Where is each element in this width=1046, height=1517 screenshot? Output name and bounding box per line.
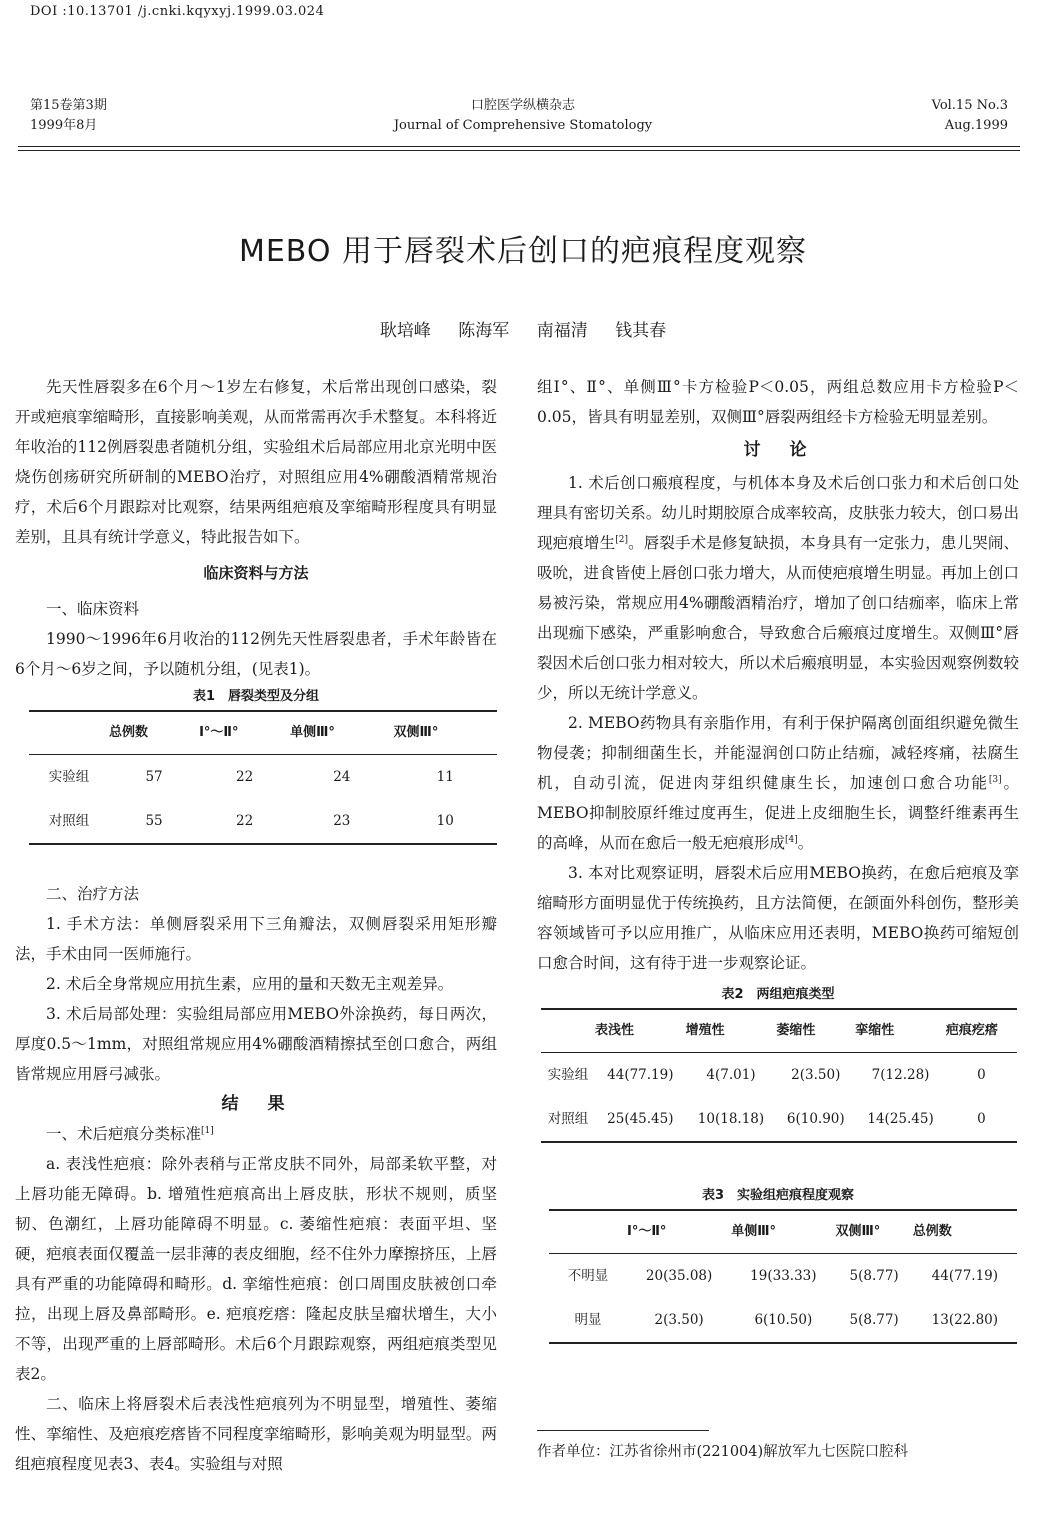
spacer: [537, 1143, 1019, 1183]
article-title: MEBO 用于唇裂术后创口的疤痕程度观察: [238, 234, 808, 269]
table-header-cell: 总例数: [913, 1210, 1017, 1254]
table-cell: 5(8.77): [849, 1268, 899, 1284]
footnote-rule: [537, 1430, 709, 1431]
clinical-data-paragraph: 1990～1996年6月收治的112例先天性唇裂患者，手术年龄皆在6个月～6岁之间，予以随机分组，(见表1)。: [15, 630, 497, 678]
discussion-paragraph-2: [537, 708, 1019, 858]
table-cell: 不明显: [567, 1268, 609, 1284]
date-en: Aug.1999: [944, 118, 1008, 133]
table-cell: 20(35.08): [645, 1268, 713, 1284]
table-header-cell: 总例数: [109, 711, 199, 755]
table-cell: 44(77.19): [931, 1268, 999, 1284]
table-cell: 19(33.33): [750, 1268, 817, 1284]
table-row: [29, 755, 497, 800]
section-heading-discussion: 讨 论: [743, 440, 813, 460]
table-header-row: [541, 1009, 1017, 1053]
text-run: 。MEBO抑制胶原纤维过度再生，促进上皮细胞生长，调整纤维素再生的高峰，从而在愈后一般无疤痕形成: [537, 774, 1019, 852]
date-cn: 1999年8月: [30, 118, 98, 133]
treatment-paragraph-3: 3. 术后局部处理：实验组局部应用MEBO外涂换药，每日两次，厚度0.5～1mm，对照组常规应用4%硼酸酒精擦拭至创口愈合，两组皆常规应用唇弓减张。: [15, 1005, 497, 1083]
table-cell: 6(10.50): [731, 1298, 835, 1343]
intro-paragraph: 先天性唇裂多在6个月～1岁左右修复，术后常出现创口感染，裂开或疤痕挛缩畸形，直接影响美观，从而常需再次手术整复。本科将近年收治的112例唇裂患者随机分组，实验组术后局部应用北京光明中医烧伤创疡研究所研制的MEBO治疗，对照组应用4%硼酸酒精常规治疗，术后6个月跟踪对比观察，结果两组疤痕及挛缩畸形程度具有明显差别，且具有统计学意义，特此报告如下。: [15, 378, 497, 546]
table-cell: 对照组: [29, 799, 109, 844]
table-cell: 13(22.80): [913, 1298, 1017, 1343]
table-cell: 明显: [549, 1298, 627, 1343]
table-cell: 22: [199, 799, 290, 844]
table-row: [29, 799, 497, 844]
table-cell: 57: [145, 769, 163, 785]
vol-number: Vol.15 No.3: [931, 98, 1008, 113]
discussion-paragraph-3: 3. 本对比观察证明，唇裂术后应用MEBO换药，在愈后疤痕及挛缩畸形方面明显优于传统换药，且方法简便，在颌面外科创伤，整形美容领域皆可予以应用推广，从临床应用还表明，MEBO换药可缩短创口愈合时间，这有待于进一步观察论证。: [537, 864, 1019, 972]
doi: DOI :10.13701 /j.cnki.kqyxyj.1999.03.024: [30, 4, 325, 19]
text-run: 1. 术后创口瘢痕程度，与机体本身及术后创口张力和术后创口处理具有密切关系。幼儿时期胶原合成率较高，皮肤张力较大，创口易出现疤痕增生: [537, 474, 1019, 552]
subheading-clinical-data: 一、临床资料: [46, 600, 140, 618]
subheading-treatment: 二、治疗方法: [46, 885, 140, 903]
table-cell: 11: [436, 769, 454, 785]
table-row: [549, 1254, 1017, 1299]
journal-en: Journal of Comprehensive Stomatology: [393, 118, 653, 133]
table2: [541, 1008, 1017, 1143]
subheading-classification-text: 一、术后疤痕分类标准: [46, 1125, 202, 1143]
issue-info-en: [932, 96, 1008, 136]
table-cell: 55: [109, 799, 199, 844]
classification-paragraph: a. 表浅性疤痕：除外表稍与正常皮肤不同外，局部柔软平整，对上唇功能无障碍。b. 增殖性疤痕高出上唇皮肤，形状不规则，质坚韧、色潮红，上唇功能障碍不明显。c. 萎缩性疤痕：表面平坦、坚硬，疤痕表面仅覆盖一层非薄的表皮细胞，经不住外力摩擦挤压，上唇具有严重的功能障碍和畸形。d. 挛缩性疤痕：创口周围皮肤被创口牵拉，出现上唇及鼻部畸形。e. 疤痕疙瘩：隆起皮肤呈瘤状增生，大小不等，出现严重的上唇部畸形。术后6个月跟踪观察，两组疤痕类型见表2。: [15, 1155, 497, 1383]
table-header-cell: 挛缩性: [855, 1009, 946, 1053]
table-header-row: [29, 711, 497, 755]
table-cell: 0: [946, 1097, 1017, 1142]
second-results-paragraph: 二、临床上将唇裂术后表浅性疤痕列为不明显型，增殖性、萎缩性、挛缩性、及疤痕疙瘩皆不同程度挛缩畸形，影响美观为明显型。两组疤痕程度见表3、表4。实验组与对照: [15, 1395, 497, 1473]
table1-caption: 表1 唇裂类型及分组: [192, 689, 320, 704]
citation: [1]: [201, 1125, 214, 1136]
citation: [3]: [988, 774, 1002, 785]
journal-name: [0, 96, 1046, 136]
author-affiliation-footnote: 作者单位：江苏省徐州市(221004)解放军九七医院口腔科: [537, 1444, 909, 1460]
right-column: [537, 372, 1019, 1344]
table3: [549, 1209, 1017, 1344]
table-cell: 10(18.18): [686, 1097, 777, 1142]
section-heading-methods: 临床资料与方法: [203, 564, 309, 582]
discussion-paragraph-1: [537, 468, 1019, 708]
issue-cn: 第15卷第3期: [30, 98, 107, 113]
table-cell: 对照组: [541, 1097, 595, 1142]
header-rule: [18, 146, 1020, 147]
journal-cn: 口腔医学纵横杂志: [470, 98, 575, 113]
table-cell: 实验组: [547, 1067, 589, 1083]
table-cell: 10: [394, 799, 497, 844]
authors: 耿培峰 陈海军 南福清 钱其春: [379, 321, 667, 341]
treatment-paragraph-2: 2. 术后全身常规应用抗生素，应用的量和天数无主观差异。: [46, 975, 454, 993]
table-cell: 0: [977, 1067, 986, 1083]
text-run: 2. MEBO药物具有亲脂作用，有利于保护隔离创面组织避免微生物侵袭；抑制细菌生长，并能湿润创口防止结痂，减轻疼痛，祛腐生机，自动引流，促进肉芽组织健康生长，加速创口愈合功能: [537, 714, 1019, 792]
table-cell: 22: [236, 769, 254, 785]
table-row: [541, 1053, 1017, 1098]
table-cell: 25(45.45): [595, 1097, 686, 1142]
text-run: 。: [797, 834, 814, 852]
table-cell: 14(25.45): [855, 1097, 946, 1142]
table-cell: 实验组: [48, 769, 90, 785]
table-cell: 23: [290, 799, 393, 844]
table-header-cell: 疤痕疙瘩: [946, 1009, 1017, 1053]
section-heading-results: 结 果: [221, 1094, 291, 1114]
table-header-cell: 萎缩性: [776, 1009, 855, 1053]
table-header-cell: 表浅性: [595, 1009, 686, 1053]
subheading-classification: [15, 1119, 497, 1149]
left-column: [15, 372, 497, 1479]
treatment-paragraph-1: 1. 手术方法：单侧唇裂采用下三角瓣法，双侧唇裂采用矩形瓣法，手术由同一医师施行。: [15, 915, 497, 963]
table-header-cell: 增殖性: [686, 1009, 777, 1053]
table2-caption: 表2 两组疤痕类型: [721, 987, 835, 1002]
spacer: [15, 845, 497, 879]
table-cell: 24: [333, 769, 351, 785]
table-cell: 4(7.01): [706, 1067, 756, 1083]
header-rule: [18, 150, 1020, 151]
table-cell: 44(77.19): [607, 1067, 674, 1083]
table-header-cell: 双侧Ⅲ°: [394, 711, 497, 755]
table-header-cell: Ⅰ°～Ⅱ°: [199, 711, 290, 755]
table-header-cell: [29, 711, 109, 755]
table-header-cell: 单侧Ⅲ°: [290, 711, 393, 755]
table-cell: 2(3.50): [791, 1067, 841, 1083]
table-cell: 7(12.28): [871, 1067, 930, 1083]
table1: [29, 710, 497, 845]
table3-caption: 表3 实验组疤痕程度观察: [701, 1188, 855, 1203]
table-header-cell: [541, 1009, 595, 1053]
table-header-cell: 双侧Ⅲ°: [835, 1210, 912, 1254]
table-row: [549, 1298, 1017, 1343]
table-cell: 5(8.77): [835, 1298, 912, 1343]
table-cell: 6(10.90): [776, 1097, 855, 1142]
table-header-cell: [549, 1210, 627, 1254]
citation: [4]: [785, 834, 798, 845]
table-header-row: [549, 1210, 1017, 1254]
table-cell: 2(3.50): [627, 1298, 731, 1343]
text-run: 。唇裂手术是修复缺损，本身具有一定张力，患儿哭闹、吸吮，进食皆使上唇创口张力增大，从而使疤痕增生明显。再加上创口易被污染，常规应用4%硼酸酒精治疗，增加了创口结痂率，临床上常出现痂下感染，严重影响愈合，导致愈合后瘢痕过度增生。双侧Ⅲ°唇裂因术后创口张力相对较大，所以术后瘢痕明显，本实验因观察例数较少，所以无统计学意义。: [537, 534, 1019, 702]
citation: [2]: [615, 534, 628, 545]
results-continued-paragraph: 组Ⅰ°、Ⅱ°、单侧Ⅲ°卡方检验P＜0.05，两组总数应用卡方检验P＜0.05，皆具有明显差别，双侧Ⅲ°唇裂两组经卡方检验无明显差别。: [537, 378, 1019, 426]
table-header-cell: Ⅰ°～Ⅱ°: [627, 1210, 731, 1254]
table-header-cell: 单侧Ⅲ°: [731, 1210, 835, 1254]
table-row: [541, 1097, 1017, 1142]
